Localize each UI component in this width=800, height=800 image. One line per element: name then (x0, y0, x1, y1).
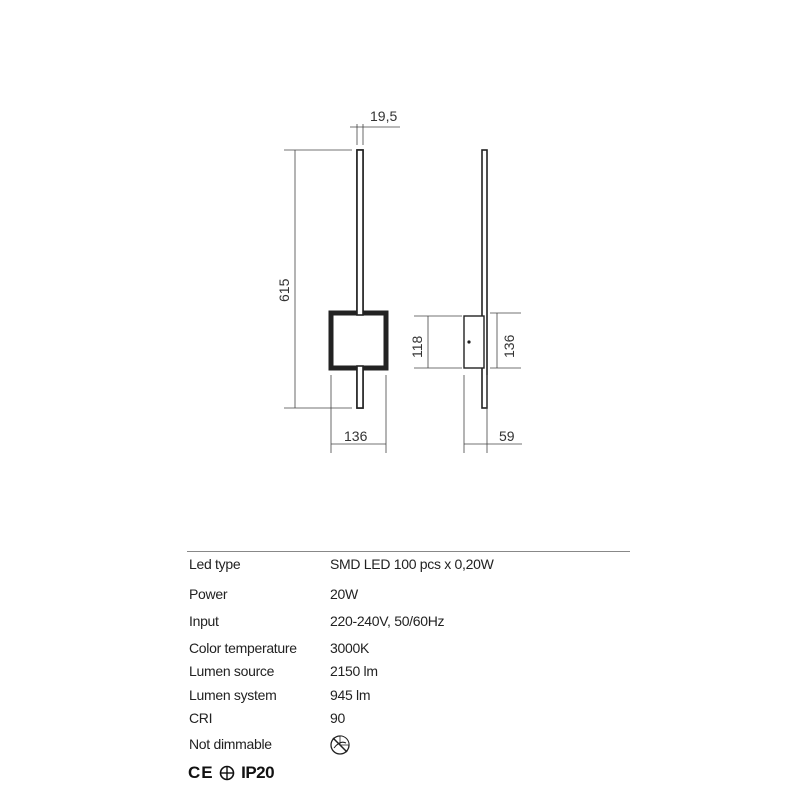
spec-label: Led type (189, 556, 241, 572)
spec-label: Color temperature (189, 640, 297, 656)
specs-divider (187, 551, 630, 552)
side-bar (482, 150, 487, 408)
spec-label: Lumen source (189, 663, 275, 679)
spec-value: 2150 lm (330, 663, 378, 679)
spec-label: Power (189, 586, 228, 602)
dim-depth-top-label: 19,5 (370, 108, 398, 124)
not-dimmable-icon (329, 734, 351, 756)
side-view (464, 150, 487, 408)
spec-label: CRI (189, 710, 213, 726)
side-bracket (464, 316, 484, 368)
spec-label: Lumen system (189, 687, 277, 703)
spec-value: 220-240V, 50/60Hz (330, 613, 445, 629)
class-iii-icon (219, 765, 235, 781)
dim-height-total-label: 615 (276, 278, 292, 302)
dim-depth-side-label: 59 (499, 428, 515, 444)
dim-depth-top (350, 124, 400, 145)
ip-rating: IP20 (241, 762, 275, 782)
specs-table (187, 551, 630, 552)
spec-label: Input (189, 613, 219, 629)
front-square-frame (331, 313, 386, 368)
spec-label: Not dimmable (189, 736, 272, 752)
dim-bracket-outer-label: 136 (501, 334, 517, 358)
spec-value: 945 lm (330, 687, 371, 703)
dim-width-front-label: 136 (344, 428, 368, 444)
ce-mark-icon: CE (188, 762, 214, 782)
spec-value: 3000K (330, 640, 369, 656)
spec-value: 90 (330, 710, 345, 726)
certifications (188, 762, 274, 783)
spec-value: 20W (330, 586, 358, 602)
dim-bracket-inner-label: 118 (409, 335, 425, 358)
spec-value: SMD LED 100 pcs x 0,20W (330, 556, 494, 572)
front-view (331, 150, 386, 408)
